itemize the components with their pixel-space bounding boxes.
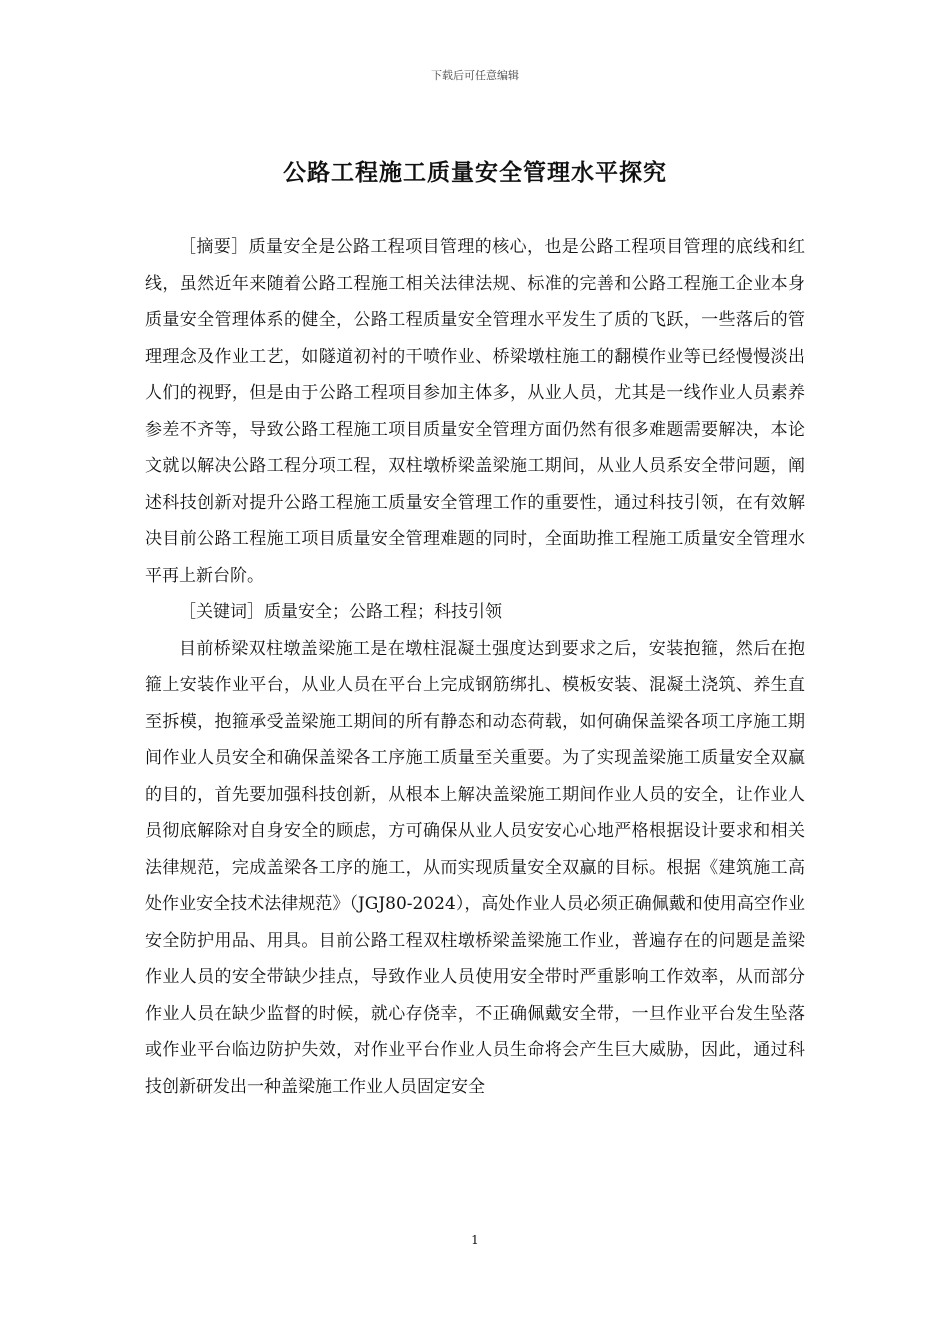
page-number: 1 [471, 1233, 479, 1247]
document-body [145, 229, 805, 1105]
document-title: 公路工程施工质量安全管理水平探究 [283, 159, 667, 186]
abstract-paragraph: ［摘要］质量安全是公路工程项目管理的核心，也是公路工程项目管理的底线和红线，虽然近年来随着公路工程施工相关法律法规、标准的完善和公路工程施工企业本身质量安全管理体系的健全，公路工程质量安全管理水平发生了质的飞跃，一些落后的管理理念及作业工艺，如隧道初衬的干喷作业、桥梁墩柱施工的翻模作业等已经慢慢淡出人们的视野，但是由于公路工程项目参加主体多，从业人员，尤其是一线作业人员素养参差不齐等，导致公路工程施工项目质量安全管理方面仍然有很多难题需要解决，本论文就以解决公路工程分项工程，双柱墩桥梁盖梁施工期间，从业人员系安全带问题，阐述科技创新对提升公路工程施工质量安全管理工作的重要性，通过科技引领，在有效解决目前公路工程施工项目质量安全管理难题的同时，全面助推工程施工质量安全管理水平再上新台阶。 [145, 237, 805, 586]
body-paragraph: 目前桥梁双柱墩盖梁施工是在墩柱混凝土强度达到要求之后，安装抱箍，然后在抱箍上安装作业平台，从业人员在平台上完成钢筋绑扎、模板安装、混凝土浇筑、养生直至拆模，抱箍承受盖梁施工期间的所有静态和动态荷载，如何确保盖梁各项工序施工期间作业人员安全和确保盖梁各工序施工质量至关重要。为了实现盖梁施工质量安全双赢的目的，首先要加强科技创新，从根本上解决盖梁施工期间作业人员的安全，让作业人员彻底解除对自身安全的顾虑，方可确保从业人员安安心心地严格根据设计要求和相关法律规范，完成盖梁各工序的施工，从而实现质量安全双赢的目标。根据《建筑施工高处作业安全技术法律规范》（JGJ80-2024），高处作业人员必须正确佩戴和使用高空作业安全防护用品、用具。目前公路工程双柱墩桥梁盖梁施工作业，普遍存在的问题是盖梁作业人员的安全带缺少挂点，导致作业人员使用安全带时严重影响工作效率，从而部分作业人员在缺少监督的时候，就心存侥幸，不正确佩戴安全带，一旦作业平台发生坠落或作业平台临边防护失效，对作业平台作业人员生命将会产生巨大威胁，因此，通过科技创新研发出一种盖梁施工作业人员固定安全 [145, 638, 805, 1097]
page-header-note: 下载后可任意编辑 [431, 69, 519, 82]
keywords-paragraph: ［关键词］质量安全；公路工程；科技引领 [179, 602, 502, 622]
